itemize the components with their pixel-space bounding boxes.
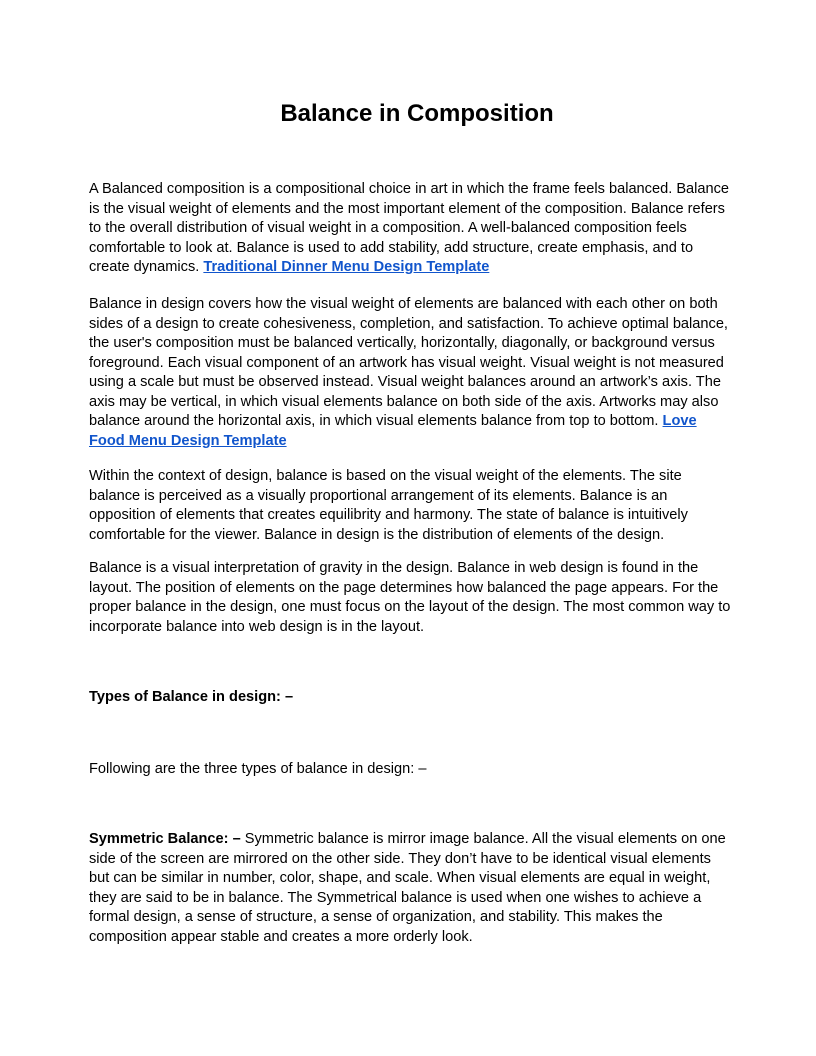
paragraph-intro-text: A Balanced composition is a compositional choice in art in which the frame feels balanced. Balance is the visual weight of elements and the most important element of the composition. Balance refers to the overall distribution of visual weight in a composition. A well-balanced composition feels comfortable to look at. Balance is used to add stability, add structure, create emphasis, and to create dynamics. — [89, 181, 730, 275]
paragraph-balance-in-design-text: Balance in design covers how the visual weight of elements are balanced with each other on both sides of a design to create cohesiveness, completion, and satisfaction. To achieve optimal balance, the user's composition must be balanced vertically, horizontally, diagonally, or background versus foreground. Each visual component of an artwork has visual weight. Visual weight is not measured using a scale but must be observed instead. Visual weight balances around an artwork’s axis. The axis may be vertical, in which visual elements balance on both side of the axis. Artworks may also balance around the horizontal axis, in which visual elements balance from top to bottom. — [89, 296, 728, 429]
paragraph-gravity: Balance is a visual interpretation of gravity in the design. Balance in web design is found in the layout. The position of elements on the page determines how balanced the page appears. For the proper balance in the design, one must focus on the layout of the design. The most common way to incorporate balance into web design is in the layout. — [89, 560, 731, 635]
paragraph-context: Within the context of design, balance is based on the visual weight of the elements. The site balance is perceived as a visually proportional arrangement of its elements. Balance is an opposition of elements that creates equilibrity and harmony. The state of balance is intuitively comfortable for the viewer. Balance in design is the distribution of elements of the design. — [89, 468, 688, 543]
paragraph-symmetric — [89, 830, 731, 947]
paragraph-intro — [89, 180, 731, 278]
paragraph-balance-in-design — [89, 295, 731, 451]
love-food-menu-link[interactable]: Love Food Menu Design Template — [89, 413, 697, 449]
page-title: Balance in Composition — [280, 100, 554, 127]
types-heading: Types of Balance in design: – — [89, 689, 294, 705]
symmetric-label: Symmetric Balance: – — [89, 831, 241, 847]
paragraph-following: Following are the three types of balance in design: – — [89, 761, 427, 777]
symmetric-text: Symmetric balance is mirror image balance. All the visual elements on one side of the screen are mirrored on the other side. They don’t have to be identical visual elements but can be similar in number, color, shape, and scale. When visual elements are equal in weight, they are said to be in balance. The Symmetrical balance is used when one wishes to achieve a formal design, a sense of structure, a sense of organization, and stability. This makes the composition appear stable and creates a more orderly look. — [89, 831, 726, 945]
traditional-dinner-menu-link[interactable]: Traditional Dinner Menu Design Template — [203, 259, 490, 275]
